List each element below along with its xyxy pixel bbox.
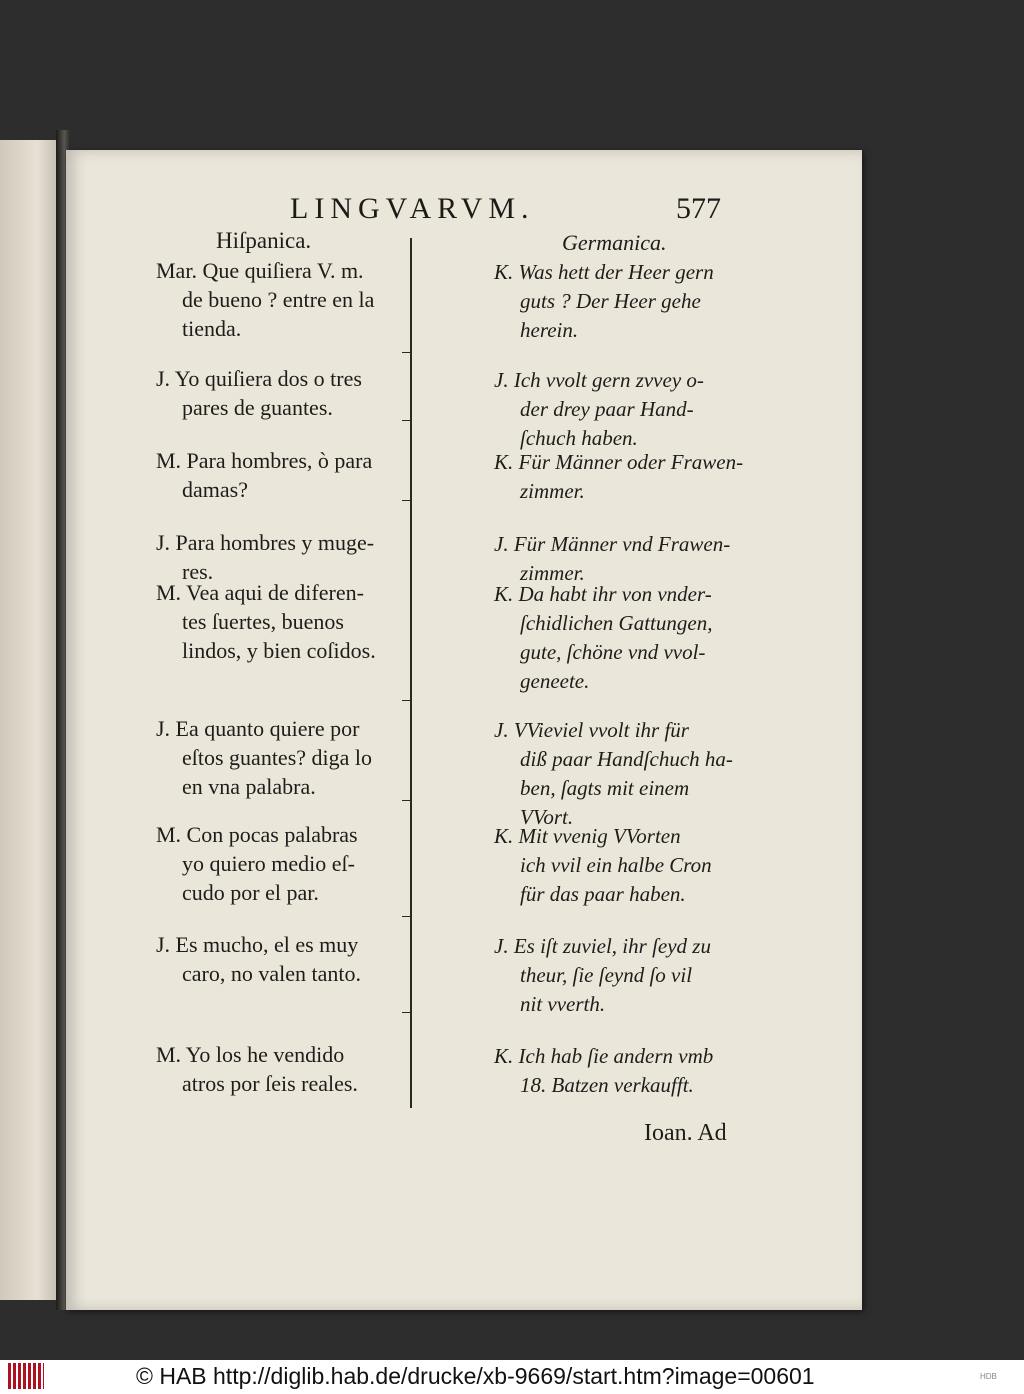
footer-bar bbox=[0, 1360, 1024, 1394]
text-line: res. bbox=[182, 559, 214, 584]
text-line: ben, ſagts mit einem bbox=[520, 776, 690, 800]
text-line: eſtos guantes? diga lo bbox=[182, 745, 373, 770]
text-line: M. Con pocas palabras bbox=[156, 822, 358, 847]
text-line: J. Es mucho, el es muy bbox=[156, 932, 359, 957]
text-line: VVort. bbox=[520, 805, 574, 829]
text-line: J. VVieviel vvolt ihr für bbox=[494, 718, 689, 742]
german-entry bbox=[494, 448, 764, 506]
text-line: ſchuch haben. bbox=[520, 426, 638, 450]
text-line: M. Yo los he vendido bbox=[156, 1042, 345, 1067]
text-line: Mar. Que quiſiera V. m. bbox=[156, 258, 364, 283]
text-line: ich vvil ein halbe Cron bbox=[520, 853, 712, 877]
text-line: tienda. bbox=[182, 316, 242, 341]
spanish-entry bbox=[156, 446, 406, 504]
text-line: caro, no valen tanto. bbox=[182, 961, 361, 986]
text-line: J. Ich vvolt gern zvvey o- bbox=[494, 368, 704, 392]
german-entry bbox=[494, 580, 764, 696]
text-line: de bueno ? entre en la bbox=[182, 287, 375, 312]
spanish-column-heading: Hiſpanica. bbox=[216, 228, 312, 253]
text-line: J. Es iſt zuviel, ihr ſeyd zu bbox=[494, 934, 711, 958]
text-line: K. Was hett der Heer gern bbox=[494, 260, 714, 284]
german-entry bbox=[494, 716, 764, 832]
text-line: J. Ea quanto quiere por bbox=[156, 716, 360, 741]
text-line: herein. bbox=[520, 318, 579, 342]
column-divider bbox=[410, 238, 412, 1108]
text-line: K. Mit vvenig VVorten bbox=[494, 824, 681, 848]
text-line: gute, ſchöne vnd vvol- bbox=[520, 640, 706, 664]
catchword: Ioan. Ad bbox=[644, 1120, 727, 1146]
spanish-entry bbox=[156, 578, 406, 665]
german-entry bbox=[494, 366, 764, 453]
text-line: cudo por el par. bbox=[182, 880, 319, 905]
text-line: J. Para hombres y muge- bbox=[156, 530, 375, 555]
text-line: ſchidlichen Gattungen, bbox=[520, 611, 713, 635]
text-line: 18. Batzen verkaufft. bbox=[520, 1073, 694, 1097]
footer-reference: HDB bbox=[980, 1372, 997, 1381]
hab-logo-icon bbox=[8, 1363, 44, 1389]
text-line: J. Für Männer vnd Frawen- bbox=[494, 532, 731, 556]
text-line: nit vverth. bbox=[520, 992, 606, 1016]
divider-tick bbox=[402, 700, 412, 701]
german-entry bbox=[494, 932, 764, 1019]
divider-tick bbox=[402, 916, 412, 917]
text-line: K. Da habt ihr von vnder- bbox=[494, 582, 712, 606]
text-line: geneete. bbox=[520, 669, 590, 693]
text-line: en vna palabra. bbox=[182, 774, 316, 799]
spanish-entry bbox=[156, 364, 406, 422]
german-entry bbox=[494, 258, 764, 345]
spanish-entry bbox=[156, 820, 406, 907]
german-entry bbox=[494, 1042, 764, 1100]
spanish-entry bbox=[156, 1040, 406, 1098]
text-line: K. Ich hab ſie andern vmb bbox=[494, 1044, 714, 1068]
footer-source-link[interactable]: © HAB http://diglib.hab.de/drucke/xb-9669/start.htm?image=00601 bbox=[136, 1363, 815, 1389]
text-line: M. Vea aqui de diferen- bbox=[156, 580, 364, 605]
text-line: K. Für Männer oder Frawen- bbox=[494, 450, 744, 474]
text-line: yo quiero medio eſ- bbox=[182, 851, 355, 876]
text-line: zimmer. bbox=[520, 479, 585, 503]
text-line: zimmer. bbox=[520, 561, 585, 585]
page-number: 577 bbox=[676, 192, 721, 225]
text-line: damas? bbox=[182, 477, 248, 502]
text-line: J. Yo quiſiera dos o tres bbox=[156, 366, 362, 391]
divider-tick bbox=[402, 1012, 412, 1013]
divider-tick bbox=[402, 352, 412, 353]
text-line: lindos, y bien coſidos. bbox=[182, 638, 376, 663]
text-line: theur, ſie ſeynd ſo vil bbox=[520, 963, 693, 987]
text-line: für das paar haben. bbox=[520, 882, 686, 906]
german-entry bbox=[494, 822, 764, 909]
spanish-entry bbox=[156, 930, 406, 988]
previous-page-edge bbox=[0, 140, 62, 1300]
spanish-entry bbox=[156, 256, 406, 343]
german-column-heading: Germanica. bbox=[562, 230, 667, 255]
text-line: tes ſuertes, buenos bbox=[182, 609, 344, 634]
spanish-entry bbox=[156, 714, 406, 801]
text-line: guts ? Der Heer gehe bbox=[520, 289, 701, 313]
text-line: pares de guantes. bbox=[182, 395, 333, 420]
text-line: atros por ſeis reales. bbox=[182, 1071, 358, 1096]
text-line: diß paar Handſchuch ha- bbox=[520, 747, 733, 771]
text-line: M. Para hombres, ò para bbox=[156, 448, 373, 473]
text-line: der drey paar Hand- bbox=[520, 397, 694, 421]
running-head: LINGVARVM. bbox=[290, 192, 535, 225]
